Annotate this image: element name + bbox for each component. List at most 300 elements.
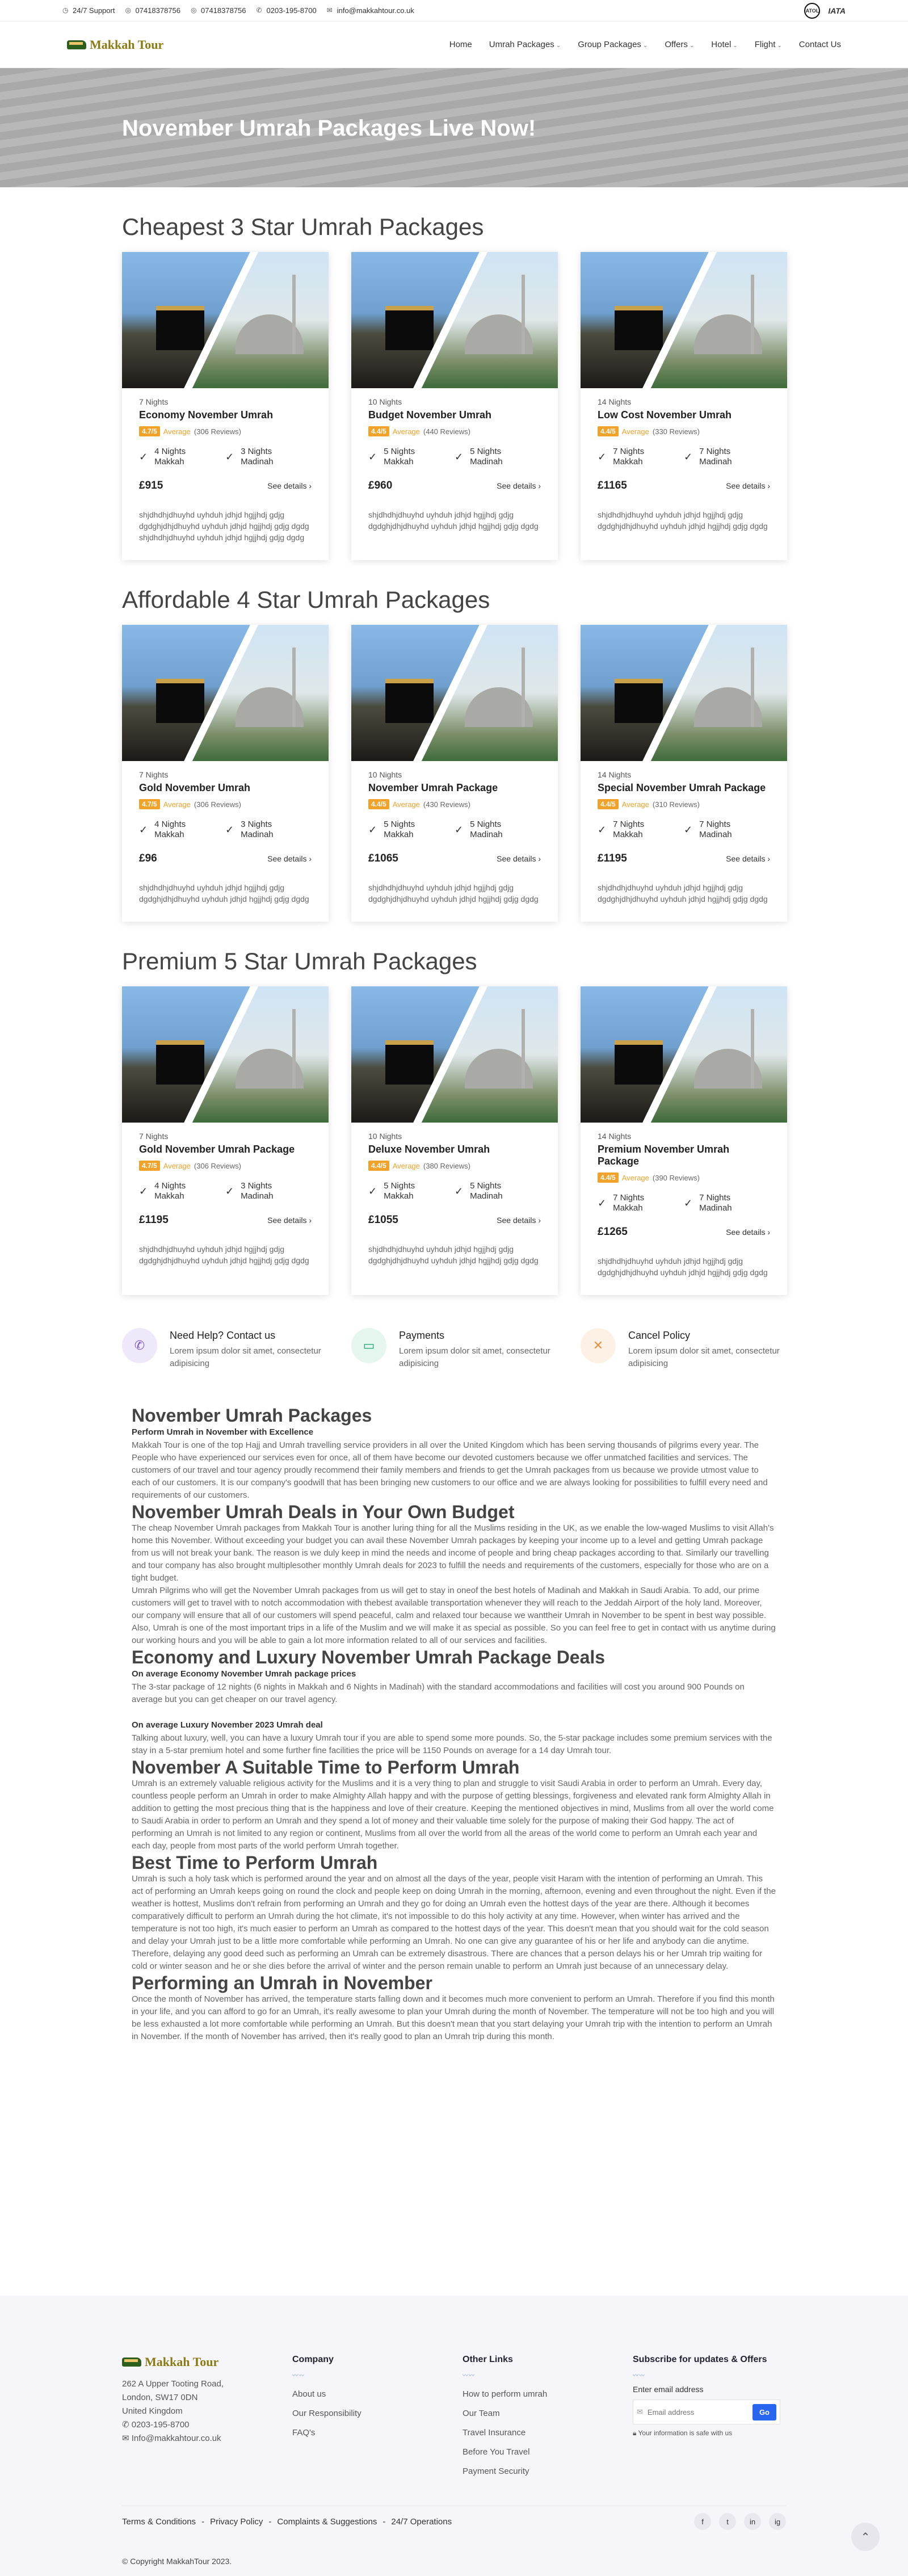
check-icon: ✓ (598, 1197, 607, 1209)
stay-breakdown (139, 447, 312, 467)
lock-icon: 🔒︎ (633, 2429, 638, 2437)
site-logo[interactable] (67, 37, 163, 52)
article-heading: Economy and Luxury November Umrah Package Deals (132, 1647, 606, 1667)
see-details-link[interactable]: See details › (267, 854, 312, 863)
subscribe-form (633, 2399, 780, 2424)
article-subheading: Perform Umrah in November with Excellence (132, 1427, 314, 1437)
package-description: shjdhdhjdhuyhd uyhduh jdhjd hgjjhdj gdjg dgdghjdhjdhuyhd uyhduh jdhjd hgjjhdj gdjg dgdg (368, 1245, 539, 1265)
rating-label: Average (621, 427, 649, 436)
stay-text (470, 1181, 503, 1201)
stay-makkah (139, 1181, 225, 1201)
stay-text (699, 447, 732, 467)
stay-city: Makkah (613, 457, 643, 467)
support-text: 24/7 Support (73, 6, 115, 15)
stay-nights: 4 Nights (154, 820, 186, 829)
stay-city: Makkah (154, 457, 184, 467)
chevron-down-icon: ⌄ (642, 43, 648, 49)
review-count: (330 Reviews) (652, 427, 700, 436)
nav-item-offers[interactable] (665, 40, 694, 49)
package-image[interactable] (581, 625, 787, 761)
feature-desc: Lorem ipsum dolor sit amet, consectetur adipisicing (628, 1346, 780, 1368)
stay-city: Madinah (241, 1191, 274, 1201)
article-subheading: On average Economy November Umrah package prices (132, 1669, 356, 1679)
see-details-link[interactable]: See details › (497, 854, 541, 863)
feature-3 (581, 1328, 787, 1370)
partner-logos (804, 3, 846, 19)
package-description: shjdhdhjdhuyhd uyhduh jdhjd hgjjhdj gdjg dgdghjdhjdhuyhd uyhduh jdhjd hgjjhdj gdjg dgdg shjdhdhjdhuyhd uyhduh jdhjd hgjjhdj gdjg dgdg (139, 510, 309, 542)
nav-item-label: Home (449, 40, 472, 49)
footer-link[interactable]: About us (292, 2389, 326, 2399)
phone1-text: 07418378756 (135, 6, 180, 15)
stay-city: Makkah (384, 830, 414, 839)
card-body (581, 1123, 787, 1278)
package-card[interactable] (581, 986, 787, 1295)
footer-link[interactable]: Our Responsibility (292, 2409, 361, 2418)
check-icon: ✓ (598, 451, 607, 463)
stay-nights: 7 Nights (699, 1193, 731, 1203)
safe-note-text: Your information is safe with us (638, 2429, 733, 2437)
package-image[interactable] (581, 986, 787, 1123)
hero-banner (0, 68, 908, 187)
stay-breakdown (139, 1181, 312, 1201)
rating-label: Average (621, 800, 649, 809)
footer-bottom-link[interactable]: Privacy Policy (210, 2516, 263, 2527)
check-icon: ✓ (225, 1185, 234, 1197)
spacer (132, 1706, 776, 1718)
rating-label: Average (163, 800, 191, 809)
article-paragraph: Once the month of November has arrived, the temperature starts falling down and it becomes much more convenient to perform an Umrah. Therefore if you find this month in your life, and you can afford to go for an Umrah, it's really awesome to plan your Umrah during the month of November. The temperature will not be too high and you will be less exhausted a lot more comfortable while performing an Umrah. But this doesn't mean that you start delaying your Umrah trip with the intention to perform an Umrah in November. If the month of November has arrived, then it's really good to plan an Umrah trip during this month. (132, 1994, 775, 2041)
feature-2 (351, 1328, 558, 1370)
section-title: Cheapest 3 Star Umrah Packages (122, 213, 484, 240)
clock-icon: ◷ (62, 6, 69, 14)
rating-row (368, 1161, 541, 1171)
stay-city: Makkah (154, 830, 184, 839)
separator: - (268, 2516, 272, 2527)
rating-row (598, 1173, 770, 1183)
rating-badge: 4.4/5 (598, 799, 619, 809)
package-nights: 14 Nights (598, 397, 632, 406)
package-price: £1195 (598, 852, 627, 864)
article-heading: November A Suitable Time to Perform Umrah (132, 1757, 520, 1777)
stay-madinah (455, 820, 541, 840)
package-price: £960 (368, 480, 393, 491)
stay-text (154, 447, 186, 467)
package-price: £1055 (368, 1214, 398, 1226)
whatsapp-icon: ◎ (125, 6, 131, 14)
footer-email-text: Info@makkahtour.co.uk (131, 2434, 221, 2443)
chevron-down-icon: ⌄ (689, 43, 695, 49)
package-cards-row (0, 986, 908, 1295)
package-card[interactable] (351, 986, 558, 1295)
feature-desc: Lorem ipsum dolor sit amet, consectetur adipisicing (399, 1346, 550, 1368)
rating-row (139, 799, 312, 809)
stay-city: Makkah (613, 1203, 643, 1213)
phone-link-2[interactable] (191, 6, 246, 15)
stay-text (613, 820, 644, 840)
stay-text (470, 447, 503, 467)
chevron-down-icon: ⌄ (556, 43, 561, 49)
price-row (139, 1214, 312, 1226)
package-title[interactable]: Budget November Umrah (368, 409, 492, 421)
scroll-top-button[interactable] (851, 2523, 880, 2551)
stay-city: Madinah (699, 830, 732, 839)
footer-company-title: Company (292, 2355, 334, 2364)
feature-text (399, 1328, 558, 1370)
card-body (122, 761, 329, 905)
price-row (368, 480, 541, 492)
stay-city: Makkah (384, 457, 414, 467)
package-price: £96 (139, 852, 157, 864)
bus-icon (122, 2358, 141, 2367)
nav-item-hotel[interactable] (711, 40, 737, 49)
rating-badge: 4.4/5 (368, 426, 389, 436)
review-count: (430 Reviews) (423, 800, 470, 809)
atol-logo-text: ATOL (805, 7, 819, 14)
nav-item-label: Offers (665, 40, 688, 49)
stay-text (613, 447, 644, 467)
bus-icon (67, 40, 86, 49)
stay-text (154, 1181, 186, 1201)
package-title[interactable]: Gold November Umrah Package (139, 1144, 295, 1155)
stay-nights: 7 Nights (699, 447, 731, 456)
footer-bottom-link[interactable]: Terms & Conditions (122, 2516, 196, 2527)
footer-link[interactable]: Payment Security (463, 2466, 529, 2476)
top-bar (0, 0, 908, 22)
nav-item-flight[interactable] (755, 40, 782, 49)
price-row (139, 852, 312, 865)
stay-makkah (139, 447, 225, 467)
stay-nights: 7 Nights (699, 820, 731, 829)
stay-nights: 3 Nights (241, 820, 272, 829)
footer-link[interactable]: FAQ's (292, 2428, 316, 2438)
landline-link[interactable] (257, 6, 317, 15)
stay-madinah (225, 447, 312, 467)
stay-city: Madinah (470, 830, 503, 839)
footer-bottom-bar (122, 2506, 786, 2530)
package-title[interactable]: Premium November Umrah Package (598, 1144, 730, 1167)
price-row (598, 480, 770, 492)
nav-item-home[interactable] (449, 40, 472, 49)
footer-other-title: Other Links (463, 2355, 513, 2364)
mail-icon: ✉ (637, 2407, 643, 2416)
footer-bottom-link[interactable]: Complaints & Suggestions (277, 2516, 377, 2527)
chevron-up-icon: ⌃ (860, 2531, 871, 2544)
package-card[interactable] (122, 252, 329, 560)
package-description: shjdhdhjdhuyhd uyhduh jdhjd hgjjhdj gdjg dgdghjdhjdhuyhd uyhduh jdhjd hgjjhdj gdjg dgdg (598, 883, 768, 904)
footer-bottom-links (122, 2517, 452, 2527)
package-title[interactable]: Gold November Umrah (139, 782, 251, 793)
check-icon: ✓ (684, 1197, 693, 1209)
package-description: shjdhdhjdhuyhd uyhduh jdhjd hgjjhdj gdjg dgdghjdhjdhuyhd uyhduh jdhjd hgjjhdj gdjg dgdg (139, 1245, 309, 1265)
subscribe-email-input[interactable] (643, 2408, 753, 2417)
safe-note (633, 2429, 803, 2438)
package-card[interactable] (122, 625, 329, 922)
stay-madinah (684, 1193, 770, 1213)
iata-logo-text: IATA (828, 6, 846, 15)
nav-item-group-packages[interactable] (578, 40, 648, 49)
see-details-link[interactable]: See details › (267, 481, 312, 490)
stay-city: Madinah (699, 1203, 732, 1213)
mail-icon: ✉ (122, 2434, 132, 2443)
package-card[interactable] (581, 625, 787, 922)
rating-label: Average (621, 1173, 649, 1182)
footer-link[interactable]: Travel Insurance (463, 2428, 526, 2438)
package-title[interactable]: Low Cost November Umrah (598, 409, 732, 421)
footer-address (122, 2377, 292, 2445)
stay-text (699, 820, 732, 840)
instagram-icon[interactable]: ig (769, 2513, 786, 2530)
rating-label: Average (163, 427, 191, 436)
price-row (368, 852, 541, 865)
support-info (62, 6, 115, 15)
section-title: Premium 5 Star Umrah Packages (122, 948, 477, 974)
nav-item-label: Umrah Packages (489, 40, 554, 49)
card-body (351, 388, 558, 532)
article-paragraph: Umrah is an extremely valuable religious activity for the Muslims and it is a very thing to plan and struggle to visit Saudi Arabia in order to perform an Umrah. Every day, countless people perform an Umrah in order to make Almighty Allah happy and with the purpose of getting blessings, forgiveness and elevated rank form Almighty Allah in addition to getting the most precious thing that is the happiness and love of their creature. Keeping the mentioned objectives in mind, Muslims from all over the world come to Saudi Arabia in order to perform an Umrah and they spend a lot of money and their valuable time solely for the purpose of making their God happy. The act of performing an Umrah is not limited to any region or continent, Muslims from all over the world from all the areas of the world come to perform an Umrah each year and each day, people from most parts of the world perform Umrah together. (132, 1779, 774, 1851)
rating-row (368, 799, 541, 809)
social-links (694, 2513, 786, 2530)
stay-nights: 5 Nights (384, 447, 415, 456)
price-row (598, 852, 770, 865)
stay-breakdown (368, 1181, 541, 1201)
stay-city: Madinah (470, 1191, 503, 1201)
package-image[interactable] (122, 986, 329, 1123)
price-row (598, 1226, 770, 1238)
check-icon: ✓ (684, 451, 693, 463)
stay-city: Makkah (154, 1191, 184, 1201)
address-line: London, SW17 0DN (122, 2393, 198, 2402)
nav-item-contact-us[interactable] (799, 40, 841, 49)
article-paragraph: Umrah Pilgrims who will get the November Umrah packages from us will get to stay in oneof the best hotels of Madinah and Makkah in Saudi Arabia. To add, our prime customers will get to travel with to notch accommodation with thebest available transportation whenever they will reach to the Jeddah Airport of the holy land. Moreover, our company will ensure that all of our customers will spend peaceful, calm and relaxed tour because we wanttheir Umrah in November to be spent in best way possible. Also, Umrah is one of the most important trips in a life of the Muslim and we will make it as special as possible. So you can feel free to get in contact with us anytime during our working hours and you will be able to gain a lot more information related to all of our services and facilities. (132, 1586, 776, 1645)
rating-badge: 4.4/5 (598, 1173, 619, 1183)
separator: - (201, 2516, 205, 2527)
article-subheading: On average Luxury November 2023 Umrah deal (132, 1720, 323, 1730)
package-card[interactable] (351, 252, 558, 560)
nav-menu (449, 40, 841, 49)
package-sections (0, 213, 908, 1295)
stay-nights: 3 Nights (241, 1181, 272, 1191)
nav-item-label: Group Packages (578, 40, 641, 49)
main-nav (0, 22, 908, 68)
mail-icon: ✉ (326, 6, 333, 14)
stay-madinah (684, 447, 770, 467)
stay-makkah (368, 1181, 455, 1201)
stay-city: Makkah (613, 830, 643, 839)
stay-text (241, 447, 274, 467)
stay-breakdown (598, 1193, 770, 1213)
package-price: £1265 (598, 1226, 628, 1238)
package-image[interactable] (122, 625, 329, 761)
card-body (351, 761, 558, 905)
package-nights: 14 Nights (598, 770, 632, 779)
whatsapp-icon: ◎ (190, 6, 197, 14)
rating-row (139, 426, 312, 436)
stay-makkah (598, 447, 684, 467)
footer-phone[interactable] (122, 2418, 292, 2432)
rating-row (598, 799, 770, 809)
package-title[interactable]: November Umrah Package (368, 782, 498, 793)
rating-label: Average (392, 1161, 420, 1170)
section-title: Affordable 4 Star Umrah Packages (122, 586, 490, 613)
rating-badge: 4.7/5 (139, 426, 160, 436)
stay-text (699, 1193, 732, 1213)
check-icon: ✓ (455, 823, 464, 835)
phone-icon: ✆ (122, 1328, 157, 1363)
address-line: 262 A Upper Tooting Road, (122, 2379, 224, 2389)
footer-other-links (463, 2355, 633, 2481)
feature-1 (122, 1328, 329, 1370)
stay-makkah (598, 1193, 684, 1213)
package-title[interactable]: Economy November Umrah (139, 409, 274, 421)
see-details-link[interactable]: See details › (726, 1228, 770, 1237)
stay-nights: 4 Nights (154, 447, 186, 456)
footer (0, 2296, 908, 2576)
rating-row (368, 426, 541, 436)
package-nights: 7 Nights (139, 1132, 169, 1141)
copyright: © Copyright MakkahTour 2023. (122, 2557, 232, 2566)
stay-breakdown (598, 447, 770, 467)
article-paragraph: Talking about luxury, well, you can have a luxury Umrah tour if you are able to spend some more pounds. So, the 5-star package includes some premium services with the stay in a 5-star premium hotel and some further fine facilities the price will be 1150 Pounds on average for a 14 day Umrah tour. (132, 1733, 772, 1755)
review-count: (390 Reviews) (652, 1173, 700, 1182)
stay-nights: 5 Nights (470, 447, 502, 456)
stay-text (613, 1193, 644, 1213)
package-description: shjdhdhjdhuyhd uyhduh jdhjd hgjjhdj gdjg dgdghjdhjdhuyhd uyhduh jdhjd hgjjhdj gdjg dgdg (368, 883, 539, 904)
package-description: shjdhdhjdhuyhd uyhduh jdhjd hgjjhdj gdjg dgdghjdhjdhuyhd uyhduh jdhjd hgjjhdj gdjg dgdg (598, 510, 768, 531)
package-description: shjdhdhjdhuyhd uyhduh jdhjd hgjjhdj gdjg dgdghjdhjdhuyhd uyhduh jdhjd hgjjhdj gdjg dgdg (368, 510, 539, 531)
package-card[interactable] (581, 252, 787, 560)
stay-makkah (368, 820, 455, 840)
review-count: (306 Reviews) (194, 1161, 241, 1170)
review-count: (440 Reviews) (423, 427, 470, 436)
see-details-link[interactable]: See details › (267, 1216, 312, 1225)
footer-email[interactable] (122, 2432, 292, 2445)
price-row (368, 1214, 541, 1226)
stay-nights: 5 Nights (470, 1181, 502, 1191)
article-paragraph: The 3-star package of 12 nights (6 nights in Makkah and 6 Nights in Madinah) with the standard accommodations and facilities will cost you around 900 Pounds on average but you can get cheaper on our travel agency. (132, 1682, 745, 1704)
check-icon: ✓ (139, 451, 148, 463)
check-icon: ✓ (225, 451, 234, 463)
package-description: shjdhdhjdhuyhd uyhduh jdhjd hgjjhdj gdjg dgdghjdhjdhuyhd uyhduh jdhjd hgjjhdj gdjg dgdg (598, 1257, 768, 1277)
check-icon: ✓ (368, 451, 377, 463)
rating-badge: 4.7/5 (139, 1161, 160, 1171)
package-image[interactable] (122, 252, 329, 388)
features-row (0, 1328, 908, 1370)
article-heading: November Umrah Packages (132, 1405, 372, 1426)
stay-city: Madinah (241, 830, 274, 839)
rating-row (598, 426, 770, 436)
chevron-down-icon: ⌄ (733, 43, 738, 49)
see-details-link[interactable]: See details › (726, 481, 770, 490)
check-icon: ✓ (368, 1185, 377, 1197)
package-nights: 10 Nights (368, 770, 402, 779)
package-title[interactable]: Deluxe November Umrah (368, 1144, 490, 1155)
rating-label: Average (392, 427, 420, 436)
wave-divider-icon: 〰〰 (292, 2373, 305, 2379)
package-card[interactable] (351, 625, 558, 922)
nav-item-label: Hotel (711, 40, 732, 49)
feature-title: Payments (399, 1330, 445, 1341)
see-details-link[interactable]: See details › (497, 1216, 541, 1225)
card-body (122, 1123, 329, 1266)
stay-text (470, 820, 503, 840)
footer-brand (122, 2355, 292, 2481)
package-image[interactable] (351, 625, 558, 761)
package-cards-row (0, 625, 908, 922)
stay-nights: 5 Nights (470, 820, 502, 829)
payment-icon: ▭ (351, 1328, 386, 1363)
footer-phone-text: 0203-195-8700 (131, 2420, 190, 2430)
email-link[interactable] (327, 6, 414, 15)
check-icon: ✓ (455, 451, 464, 463)
package-title[interactable]: Special November Umrah Package (598, 782, 766, 793)
email-text: info@makkahtour.co.uk (337, 6, 414, 15)
address-line: United Kingdom (122, 2406, 183, 2416)
phone-link-1[interactable] (125, 6, 180, 15)
stay-nights: 5 Nights (384, 1181, 415, 1191)
card-body (122, 388, 329, 543)
see-details-link[interactable]: See details › (726, 854, 770, 863)
check-icon: ✓ (139, 1185, 148, 1197)
phone-icon: ✆ (256, 6, 262, 14)
twitter-icon[interactable]: t (719, 2513, 736, 2530)
linkedin-icon[interactable]: in (744, 2513, 761, 2530)
card-body (581, 761, 787, 905)
footer-link[interactable]: Our Team (463, 2409, 500, 2418)
footer-link[interactable]: Before You Travel (463, 2447, 530, 2457)
review-count: (306 Reviews) (194, 800, 241, 809)
package-nights: 7 Nights (139, 397, 169, 406)
check-icon: ✓ (455, 1185, 464, 1197)
subscribe-go-button[interactable]: Go (753, 2404, 776, 2420)
footer-link[interactable]: How to perform umrah (463, 2389, 548, 2399)
hero-title: November Umrah Packages Live Now! (122, 116, 536, 141)
article-paragraph: Makkah Tour is one of the top Hajj and Umrah travelling service providers in all over the United Kingdom which has been serving thousands of pilgrims every year. The People who have experienced our services even for once, all of them have become our devoted customers because we offer unmatched facilities and services. The customers of our travel and tour agency proudly recommend their family members and friends to get the Umrah packages from us because we provide utmost value to each of our customers. It is our company's goodwill that has been bringing new customers to our office and we are always looking for possibilities to fulfill every need and requirements of our customers. (132, 1440, 768, 1500)
feature-desc: Lorem ipsum dolor sit amet, consectetur adipisicing (170, 1346, 321, 1368)
stay-text (384, 820, 415, 840)
card-body (351, 1123, 558, 1266)
article-heading: November Umrah Deals in Your Own Budget (132, 1502, 515, 1522)
package-image[interactable] (581, 252, 787, 388)
footer-bottom-link[interactable]: 24/7 Operations (391, 2516, 452, 2527)
article-content (0, 1405, 908, 2043)
phone2-text: 07418378756 (200, 6, 246, 15)
check-icon: ✓ (598, 823, 607, 835)
stay-makkah (598, 820, 684, 840)
stay-nights: 7 Nights (613, 1193, 645, 1203)
landline-text: 0203-195-8700 (266, 6, 317, 15)
separator: - (382, 2516, 386, 2527)
facebook-icon[interactable]: f (694, 2513, 711, 2530)
footer-logo[interactable] (122, 2355, 292, 2369)
stay-text (241, 1181, 274, 1201)
package-card[interactable] (122, 986, 329, 1295)
nav-item-label: Flight (754, 40, 776, 49)
see-details-link[interactable]: See details › (497, 481, 541, 490)
nav-item-umrah-packages[interactable] (489, 40, 561, 49)
footer-company (292, 2355, 463, 2481)
stay-city: Madinah (241, 457, 274, 467)
wave-divider-icon: 〰〰 (463, 2373, 475, 2379)
check-icon: ✓ (368, 823, 377, 835)
phone-icon: ✆ (122, 2420, 132, 2430)
stay-madinah (684, 820, 770, 840)
package-image[interactable] (351, 986, 558, 1123)
package-nights: 10 Nights (368, 1132, 402, 1141)
stay-madinah (455, 1181, 541, 1201)
stay-city: Madinah (470, 457, 503, 467)
stay-makkah (368, 447, 455, 467)
package-image[interactable] (351, 252, 558, 388)
